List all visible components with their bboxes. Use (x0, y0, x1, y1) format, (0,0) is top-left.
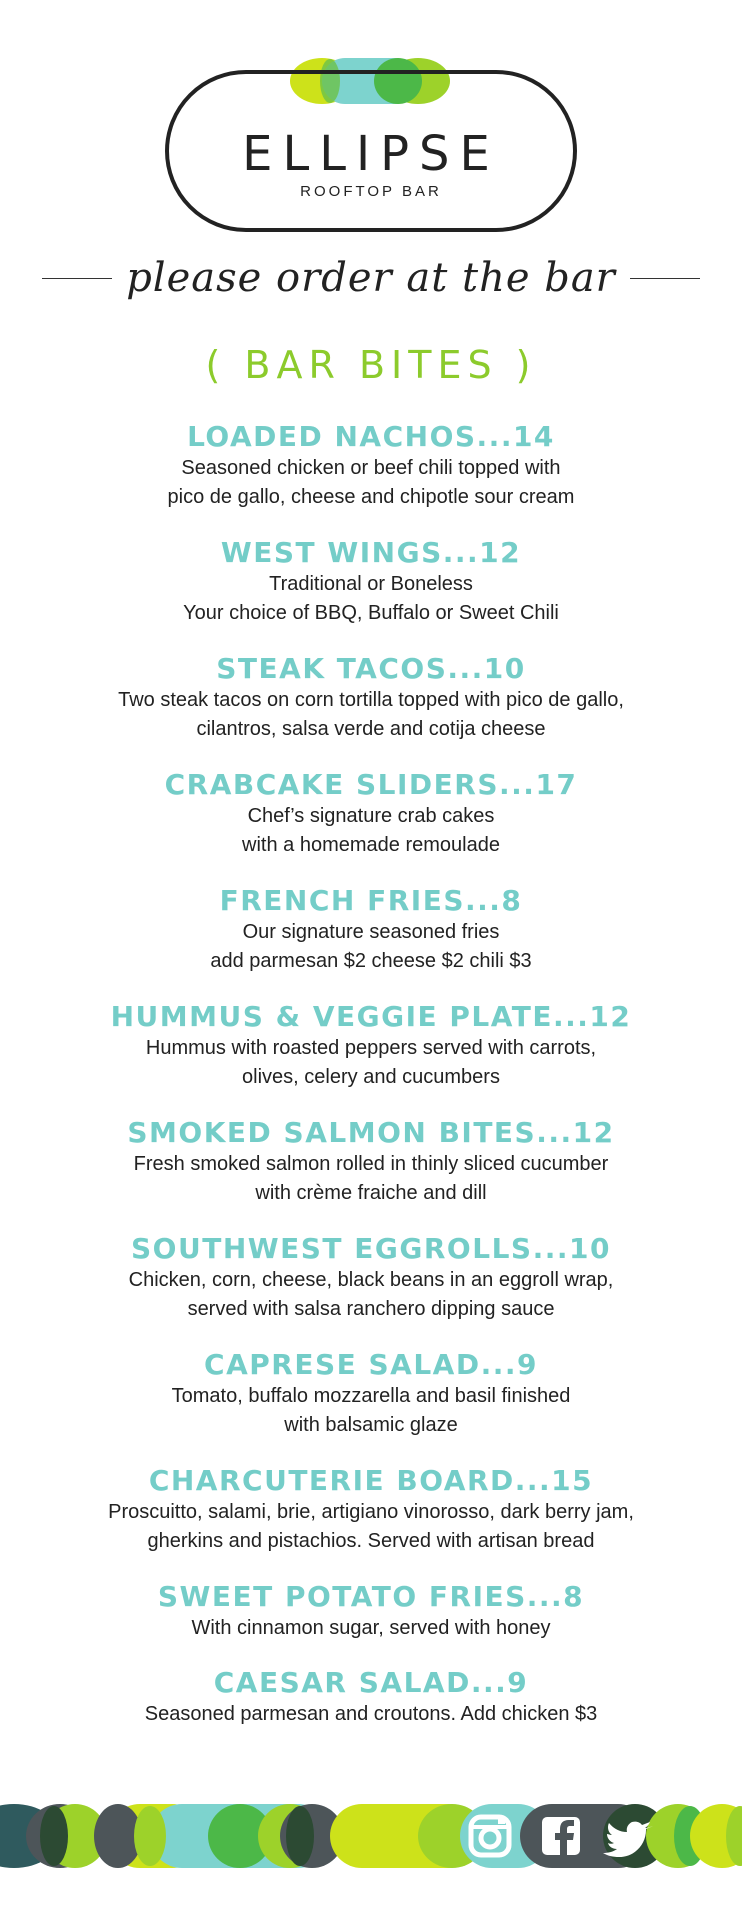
menu-item (0, 1580, 742, 1666)
menu-item-description: Two steak tacos on corn tortilla topped with pico de gallo, cilantros, salsa verde and cotija cheese (118, 689, 624, 740)
menu-item-title: STEAK TACOS...10 (216, 652, 526, 685)
menu-item-description: Hummus with roasted peppers served with carrots, olives, celery and cucumbers (145, 1037, 597, 1088)
footer-dot (286, 1806, 314, 1866)
menu-item (0, 652, 742, 768)
menu-item-title: LOADED NACHOS...14 (187, 420, 555, 453)
facebook-icon[interactable] (542, 1817, 580, 1855)
brand-name: ELLIPSE (242, 126, 500, 182)
menu-item-description: Tomato, buffalo mozzarella and basil finished with balsamic glaze (171, 1385, 571, 1436)
menu-item (0, 768, 742, 884)
menu-item (0, 1348, 742, 1464)
tagline: please order at the bar (126, 255, 616, 301)
section-title: ( BAR BITES ) (205, 343, 537, 387)
menu-item-description: Chef’s signature crab cakes with a homemade remoulade (242, 805, 500, 856)
footer-dot (40, 1806, 68, 1866)
menu-item-title: WEST WINGS...12 (220, 536, 522, 569)
menu-item-title: CAESAR SALAD...9 (213, 1666, 529, 1699)
menu-item (0, 1232, 742, 1348)
tagline-row (0, 248, 742, 308)
ellipse-logo (0, 0, 742, 250)
menu-item-title: SOUTHWEST EGGROLLS...10 (131, 1232, 611, 1265)
menu-item-description: Traditional or Boneless Your choice of BBQ, Buffalo or Sweet Chili (183, 573, 559, 624)
footer-dot (134, 1806, 166, 1866)
menu-item-title: HUMMUS & VEGGIE PLATE...12 (110, 1000, 632, 1033)
menu-item-description: Fresh smoked salmon rolled in thinly sliced cucumber with crème fraiche and dill (133, 1153, 609, 1204)
logo-mask (300, 60, 442, 80)
menu-item-description: Chicken, corn, cheese, black beans in an eggroll wrap, served with salsa ranchero dipping sauce (128, 1269, 614, 1320)
menu-item (0, 1116, 742, 1232)
menu-item-description: Seasoned chicken or beef chili topped with pico de gallo, cheese and chipotle sour cream (167, 457, 575, 508)
divider-left (42, 278, 112, 279)
divider-right (630, 278, 700, 279)
menu-item-title: CHARCUTERIE BOARD...15 (148, 1464, 594, 1497)
menu-item (0, 1464, 742, 1580)
menu-item-description: With cinnamon sugar, served with honey (191, 1617, 551, 1639)
menu-item-description: Our signature seasoned fries add parmesan $2 cheese $2 chili $3 (210, 921, 532, 972)
menu-item-title: CRABCAKE SLIDERS...17 (164, 768, 578, 801)
menu-item-description: Proscuitto, salami, brie, artigiano vinorosso, dark berry jam, gherkins and pistachios. Served with artisan bread (108, 1501, 634, 1552)
menu-item (0, 884, 742, 1000)
brand-subtitle: ROOFTOP BAR (300, 183, 442, 200)
menu-item-title: CAPRESE SALAD...9 (204, 1348, 538, 1381)
menu-item-title: SWEET POTATO FRIES...8 (157, 1580, 585, 1613)
menu-item (0, 1666, 742, 1782)
footer-band (0, 1796, 742, 1876)
menu-item (0, 420, 742, 536)
menu-item-title: FRENCH FRIES...8 (219, 884, 523, 917)
menu-list (0, 420, 742, 1782)
menu-item-description: Seasoned parmesan and croutons. Add chicken $3 (144, 1703, 598, 1725)
menu-item (0, 1000, 742, 1116)
menu-item-title: SMOKED SALMON BITES...12 (127, 1116, 615, 1149)
menu-item (0, 536, 742, 652)
